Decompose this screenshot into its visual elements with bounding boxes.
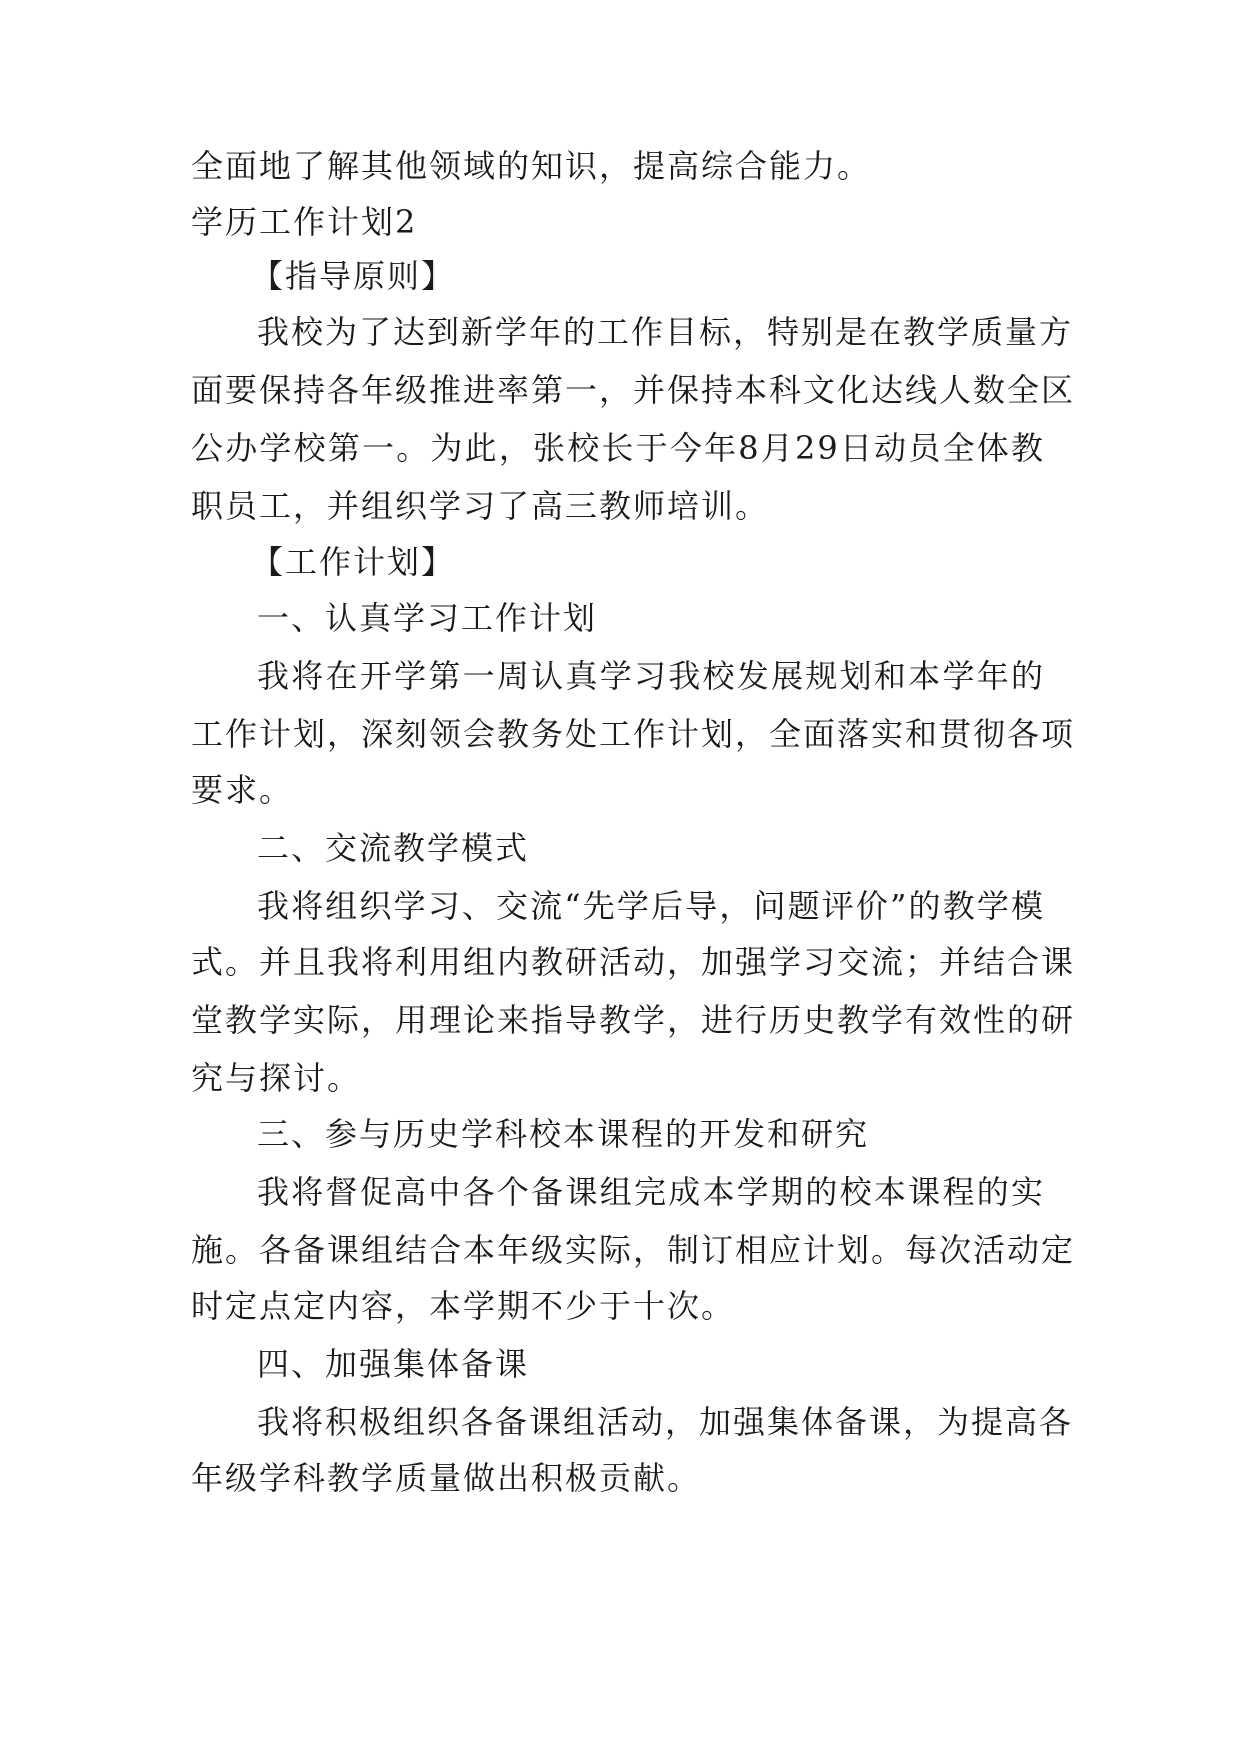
paragraph-line: 究与探讨。 [191, 1059, 362, 1097]
paragraph-line: 我将组织学习、交流“先学后导，问题评价”的教学模 [257, 887, 1045, 925]
paragraph-line: 面要保持各年级推进率第一，并保持本科文化达线人数全区 [191, 371, 1076, 409]
subsection-heading: 一、认真学习工作计划 [257, 599, 598, 637]
section-title: 学历工作计划2 [191, 203, 418, 241]
subsection-heading: 三、参与历史学科校本课程的开发和研究 [257, 1115, 870, 1153]
paragraph-line: 堂教学实际，用理论来指导教学，进行历史教学有效性的研 [191, 1001, 1076, 1039]
subsection-heading: 四、加强集体备课 [257, 1345, 530, 1383]
paragraph-line: 我将督促高中各个备课组完成本学期的校本课程的实 [257, 1173, 1045, 1211]
paragraph-line: 我将积极组织各备课组活动，加强集体备课，为提高各 [257, 1403, 1074, 1441]
paragraph-line: 我校为了达到新学年的工作目标，特别是在教学质量方 [257, 313, 1074, 351]
paragraph-line: 我将在开学第一周认真学习我校发展规划和本学年的 [257, 657, 1045, 695]
paragraph-line: 式。并且我将利用组内教研活动，加强学习交流；并结合课 [191, 943, 1076, 981]
paragraph-line: 公办学校第一。为此，张校长于今年8月29日动员全体教 [191, 429, 1045, 467]
paragraph-line: 职员工，并组织学习了高三教师培训。 [191, 487, 770, 525]
paragraph-line: 时定点定内容，本学期不少于十次。 [191, 1287, 736, 1325]
section-heading: 【工作计划】 [251, 543, 456, 581]
paragraph-line: 施。各备课组结合本年级实际，制订相应计划。每次活动定 [191, 1231, 1076, 1269]
paragraph-line: 年级学科教学质量做出积极贡献。 [191, 1459, 702, 1497]
section-heading: 【指导原则】 [251, 257, 456, 295]
subsection-heading: 二、交流教学模式 [257, 829, 530, 867]
paragraph-line: 要求。 [191, 771, 294, 809]
paragraph-line: 全面地了解其他领域的知识，提高综合能力。 [191, 147, 872, 185]
paragraph-line: 工作计划，深刻领会教务处工作计划，全面落实和贯彻各项 [191, 715, 1076, 753]
